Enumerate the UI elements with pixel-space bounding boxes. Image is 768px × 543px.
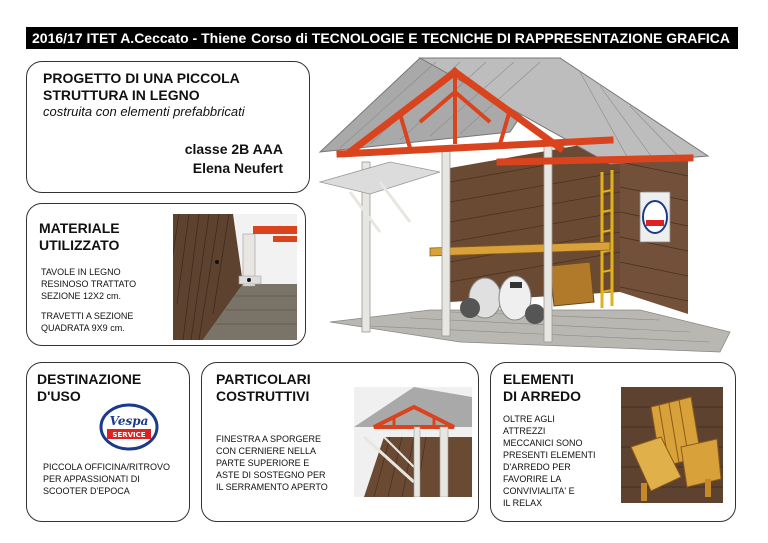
details-desc-line3: PARTE SUPERIORE E (216, 458, 310, 468)
chair-detail-image (621, 387, 723, 503)
post (442, 146, 450, 336)
material-desc2-line2: QUADRATA 9X9 cm. (41, 323, 125, 333)
course-title: Corso di TECNOLOGIE E TECNICHE DI RAPPRESENTAZIONE GRAFICA (251, 30, 730, 46)
window-detail-image (354, 387, 472, 497)
project-title-line2: STRUTTURA IN LEGNO (43, 87, 200, 103)
material-desc1-line2: RESINOSO TRATTATO (41, 279, 137, 289)
class-label: classe 2B AAA (184, 141, 283, 157)
destination-desc-line3: SCOOTER D'EPOCA (43, 486, 130, 496)
furniture-heading (503, 371, 581, 405)
material-panel (26, 203, 306, 346)
details-heading-line2: COSTRUTTIVI (216, 388, 310, 404)
destination-desc-line1: PICCOLA OFFICINA/RITROVO (43, 462, 171, 472)
material-desc1-line3: SEZIONE 12X2 cm. (41, 291, 122, 301)
details-desc-line4: ASTE DI SOSTEGNO PER (216, 470, 326, 480)
destination-panel (26, 362, 190, 522)
furniture-desc-line7: CONVIVIALITA' E (503, 486, 575, 496)
furniture-desc (503, 413, 613, 509)
material-desc-boards (41, 266, 191, 302)
material-heading (39, 220, 120, 254)
header-bar (26, 27, 738, 49)
furniture-panel (490, 362, 736, 522)
destination-heading-line1: DESTINAZIONE (37, 371, 142, 387)
furniture-desc-line5: D'ARREDO PER (503, 462, 571, 472)
destination-heading (37, 371, 141, 405)
material-desc1-line1: TAVOLE IN LEGNO (41, 267, 121, 277)
details-desc-line1: FINESTRA A SPORGERE (216, 434, 322, 444)
vespa-service-logo (99, 403, 159, 451)
material-desc-beams (41, 310, 191, 334)
vespa-sign (640, 192, 670, 242)
material-desc2-line1: TRAVETTI A SEZIONE (41, 311, 134, 321)
furniture-desc-line8: IL RELAX (503, 498, 543, 508)
material-heading-line1: MATERIALE (39, 220, 120, 236)
destination-desc (43, 461, 170, 497)
project-subtitle: costruita con elementi prefabbricati (43, 104, 245, 119)
material-heading-line2: UTILIZZATO (39, 237, 120, 253)
destination-desc-line2: PER APPASSIONATI DI (43, 474, 140, 484)
details-desc-line2: CON CERNIERE NELLA (216, 446, 317, 456)
details-desc-line5: IL SERRAMENTO APERTO (216, 482, 328, 492)
material-detail-image (173, 214, 297, 340)
project-panel (26, 61, 310, 193)
details-heading-line1: PARTICOLARI (216, 371, 311, 387)
project-credits (185, 140, 283, 178)
post (544, 146, 552, 342)
project-title-line1: PROGETTO DI UNA PICCOLA (43, 70, 240, 86)
shed-3d-rendering (310, 52, 738, 354)
furniture-desc-line2: ATTREZZI (503, 426, 546, 436)
details-heading (216, 371, 311, 405)
details-desc (216, 433, 346, 493)
furniture-desc-line4: PRESENTI ELEMENTI (503, 450, 596, 460)
furniture-desc-line1: OLTRE AGLI (503, 414, 555, 424)
school-year-label: 2016/17 ITET A.Ceccato - Thiene (32, 30, 247, 46)
vespa-logo-service: SERVICE (112, 431, 146, 439)
project-title (43, 70, 240, 104)
details-panel (201, 362, 479, 522)
author-label: Elena Neufert (192, 160, 283, 176)
destination-heading-line2: D'USO (37, 388, 81, 404)
vespa-logo-text: Vespa (109, 414, 149, 428)
furniture-desc-line3: MECCANICI SONO (503, 438, 583, 448)
furniture-desc-line6: FAVORIRE LA (503, 474, 562, 484)
furniture-heading-line2: DI ARREDO (503, 388, 582, 404)
furniture-heading-line1: ELEMENTI (503, 371, 574, 387)
